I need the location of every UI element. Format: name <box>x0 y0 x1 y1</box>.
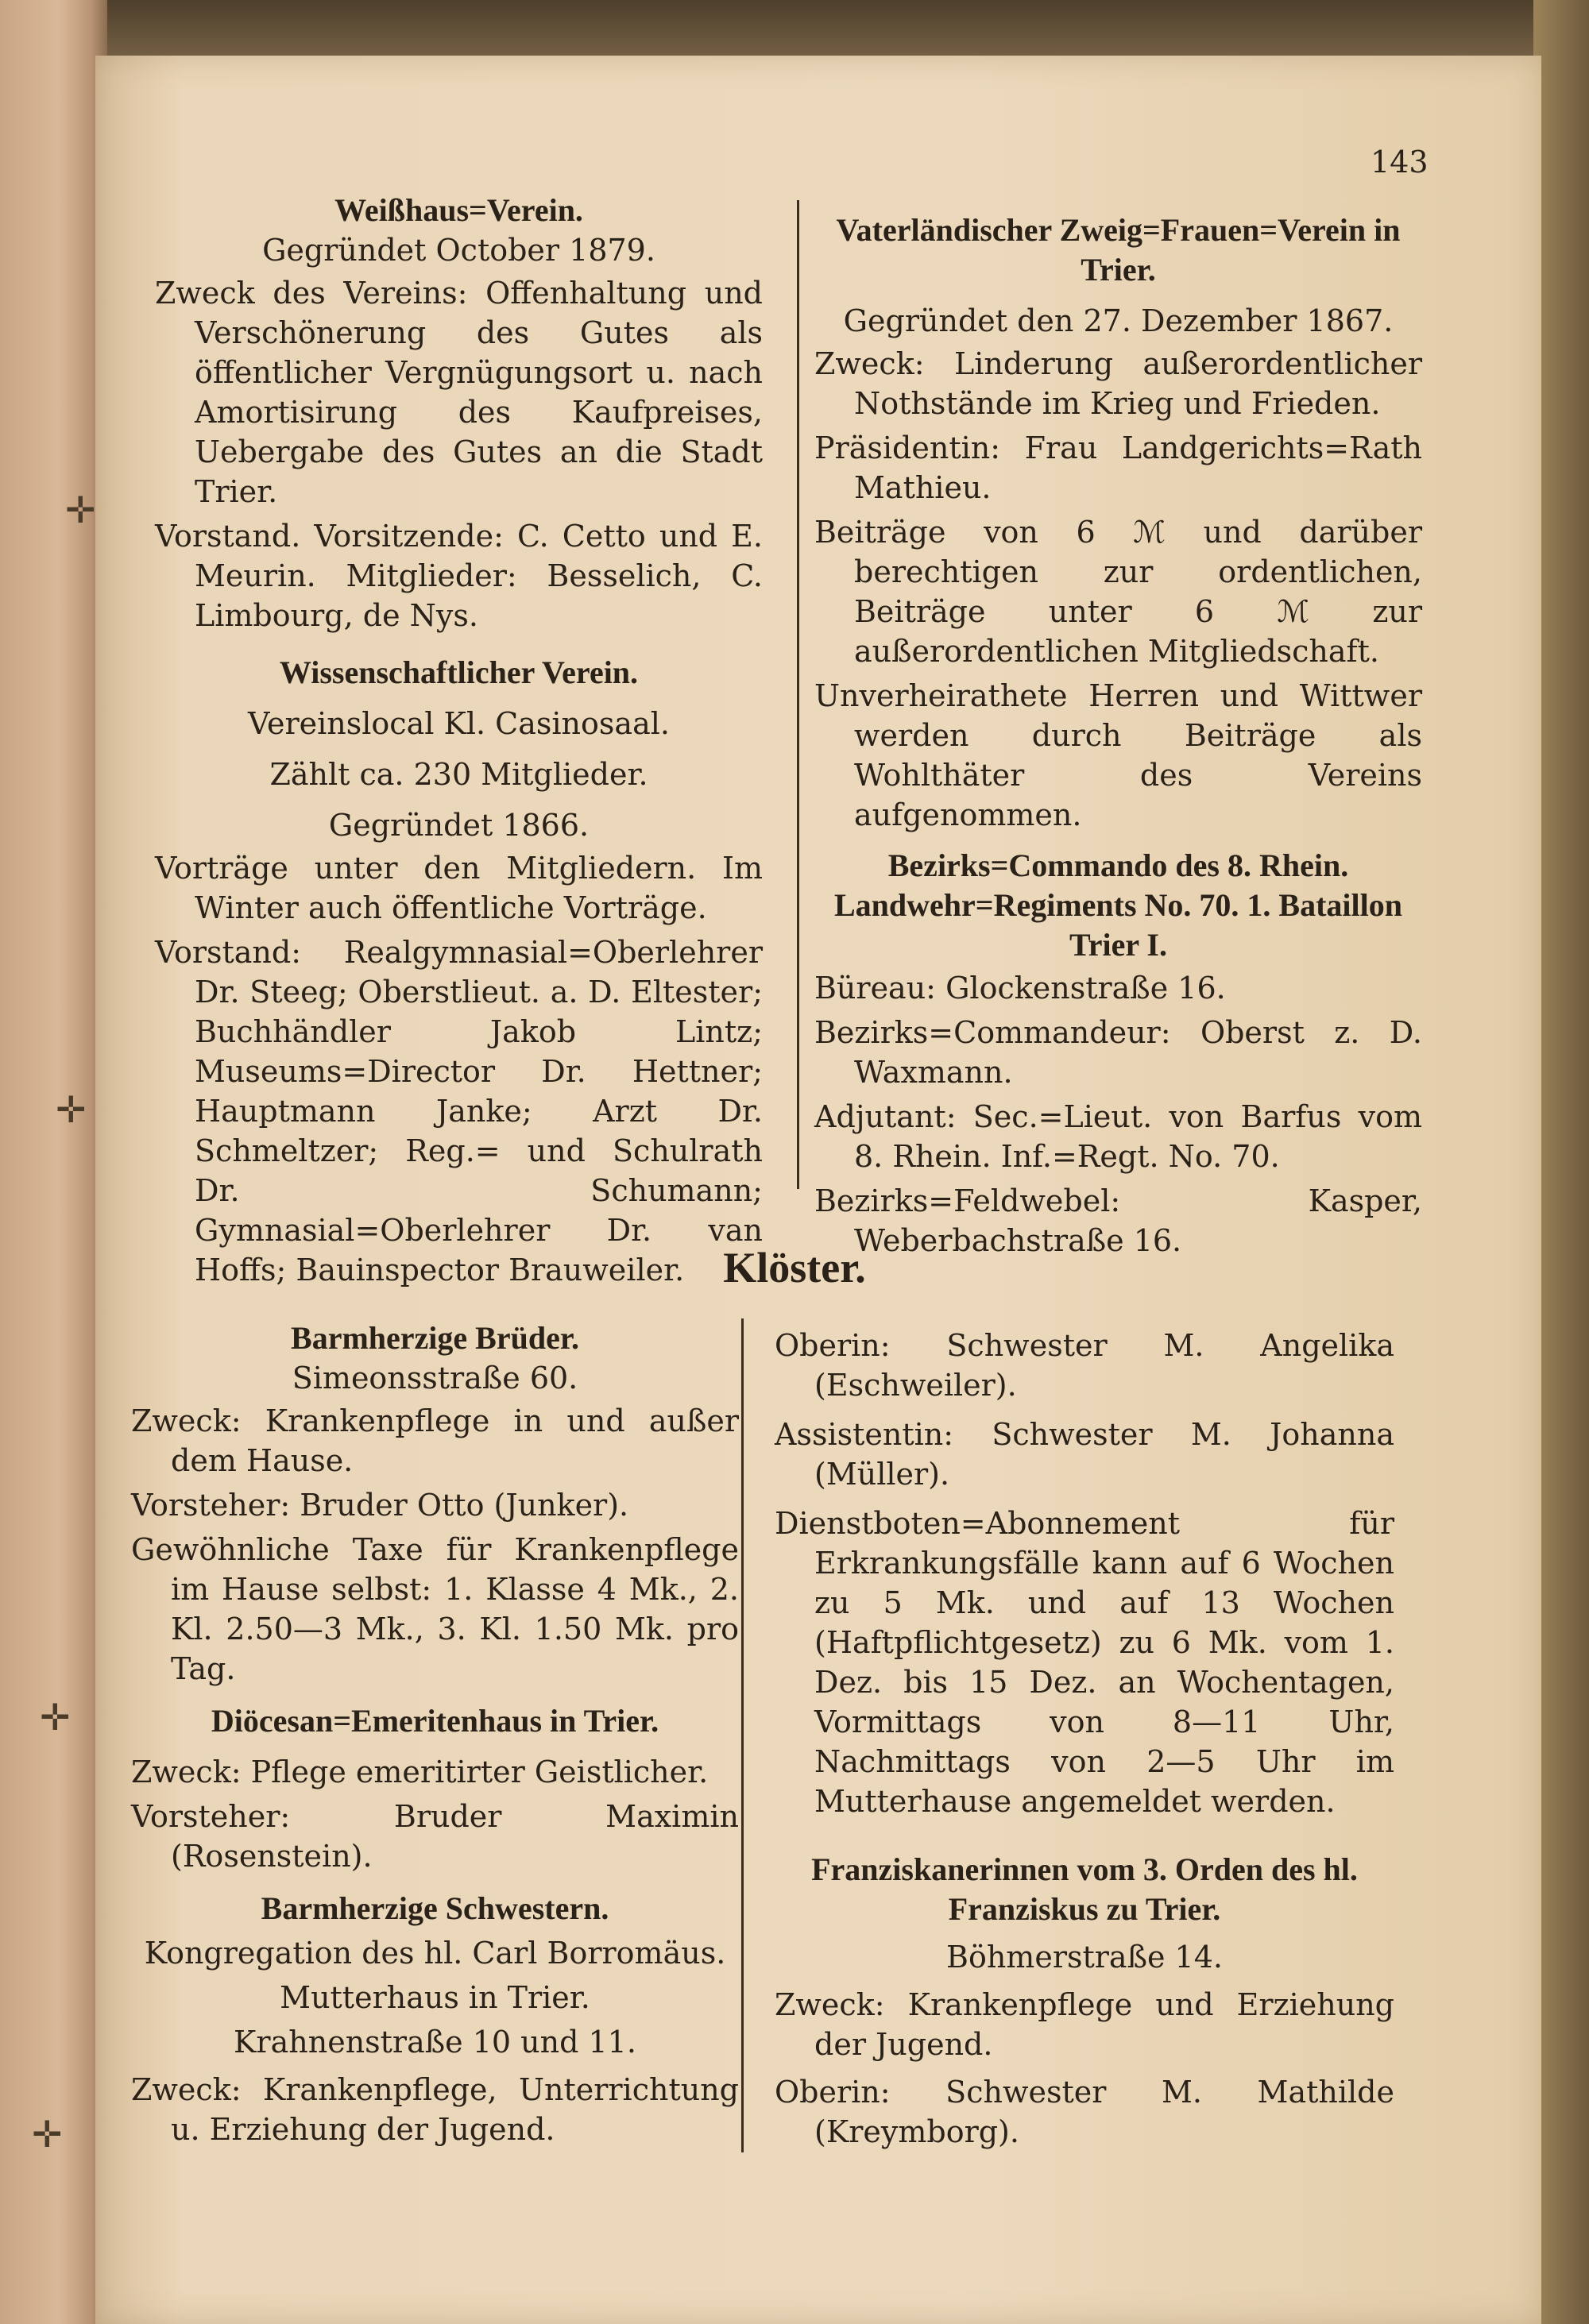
margin-mark-4: ✛ <box>32 2113 63 2156</box>
book-spine <box>0 0 107 2324</box>
wissenschaftlich-members: Zählt ca. 230 Mitglieder. <box>269 757 648 792</box>
frauenverein-founded: Gegründet den 27. Dezember 1867. <box>843 303 1394 338</box>
franziskanerinnen-oberin: Oberin: Schwester M. Mathilde (Kreymborg). <box>775 2075 1394 2149</box>
bezirkskommando-feldwebel: Bezirks=Feldwebel: Kasper, Weberbachstraße 16. <box>814 1183 1422 1258</box>
dienstboten-abonnement: Dienstboten=Abonnement für Erkrankungsfälle kann auf 6 Wochen zu 5 Mk. und auf 13 Wochen (Haftpflichtgesetz) zu 6 Mk. vom 1. Dez. bis 15 Dez. an Wochentagen, Vormittags von 8—11 Uhr, Nachmittags von 2—5 Uhr im Mutterhause angemeldet werden. <box>775 1506 1394 1819</box>
margin-mark-3: ✛ <box>40 1696 71 1739</box>
bezirkskommando-commandeur: Bezirks=Commandeur: Oberst z. D. Waxmann. <box>814 1015 1422 1090</box>
frauenverein-zweck: Zweck: Linderung außerordentlicher Nothstände im Krieg und Frieden. <box>814 346 1422 421</box>
weisshaus-founded: Gegründet October 1879. <box>262 233 655 268</box>
schwestern-title: Barmherzige Schwestern. <box>261 1890 609 1926</box>
frauenverein-unverheiratet: Unverheirathete Herren und Wittwer werden durch Beiträge als Wohlthäter des Vereins aufgenommen. <box>814 678 1422 832</box>
klosterschwestern-assistentin: Assistentin: Schwester M. Johanna (Müller). <box>775 1417 1394 1492</box>
brueder-taxe: Gewöhnliche Taxe für Krankenpflege im Hause selbst: 1. Klasse 4 Mk., 2. Kl. 2.50—3 Mk., 3. Kl. 1.50 Mk. pro Tag. <box>131 1532 739 1686</box>
bezirkskommando-adjutant: Adjutant: Sec.=Lieut. von Barfus vom 8. Rhein. Inf.=Regt. No. 70. <box>814 1099 1422 1174</box>
franziskanerinnen-title: Franziskanerinnen vom 3. Orden des hl. Franziskus zu Trier. <box>811 1851 1358 1927</box>
right-top-column <box>814 210 1422 1265</box>
weisshaus-vorstand: Vorstand. Vorsitzende: C. Cetto und E. Meurin. Mitglieder: Besselich, C. Limbourg, de Nys. <box>155 519 763 633</box>
page-number: 143 <box>1371 145 1429 180</box>
margin-mark-1: ✛ <box>65 488 96 531</box>
dioecesan-vorsteher: Vorsteher: Bruder Maximin (Rosenstein). <box>131 1799 739 1874</box>
frauenverein-title: Vaterländischer Zweig=Frauen=Verein in Trier. <box>836 212 1401 288</box>
margin-mark-2: ✛ <box>56 1088 87 1131</box>
schwestern-kongregation: Kongregation des hl. Carl Borromäus. <box>144 1936 726 1971</box>
frauenverein-praesidentin: Präsidentin: Frau Landgerichts=Rath Mathieu. <box>814 430 1422 505</box>
book-right-edge <box>1533 0 1589 2324</box>
wissenschaftlich-vortraege: Vorträge unter den Mitgliedern. Im Winter auch öffentliche Vorträge. <box>155 851 763 925</box>
left-bottom-column <box>131 1318 739 2154</box>
bezirkskommando-title: Bezirks=Commando des 8. Rhein. Landwehr=Regiments No. 70. 1. Bataillon Trier I. <box>833 847 1403 963</box>
brueder-zweck: Zweck: Krankenpflege in und außer dem Hause. <box>131 1403 739 1478</box>
column-divider-bottom <box>741 1318 744 2152</box>
wissenschaftlich-local: Vereinslocal Kl. Casinosaal. <box>248 706 670 741</box>
schwestern-mutterhaus: Mutterhaus in Trier. <box>280 1980 590 2015</box>
brueder-vorsteher: Vorsteher: Bruder Otto (Junker). <box>131 1488 629 1523</box>
wissenschaftlich-title: Wissenschaftlicher Verein. <box>279 654 639 690</box>
schwestern-zweck: Zweck: Krankenpflege, Unterrichtung u. Erziehung der Jugend. <box>131 2072 739 2147</box>
klosterschwestern-oberin: Oberin: Schwester M. Angelika (Eschweiler). <box>775 1328 1394 1403</box>
left-top-column <box>155 191 763 1295</box>
bezirkskommando-bureau: Büreau: Glockenstraße 16. <box>814 971 1226 1006</box>
weisshaus-zweck: Zweck des Vereins: Offenhaltung und Verschönerung des Gutes als öffentlicher Vergnügungsort u. nach Amortisirung des Kaufpreises, Uebergabe des Gutes an die Stadt Trier. <box>155 276 763 509</box>
franziskanerinnen-address: Böhmerstraße 14. <box>946 1940 1223 1975</box>
frauenverein-beitraege: Beiträge von 6 ℳ und darüber berechtigen zur ordentlichen, Beiträge unter 6 ℳ zur außerordentlichen Mitgliedschaft. <box>814 515 1422 669</box>
dioecesan-zweck: Zweck: Pflege emeritirter Geistlicher. <box>131 1755 709 1789</box>
wissenschaftlich-founded: Gegründet 1866. <box>328 808 590 843</box>
right-bottom-column <box>775 1322 1394 2156</box>
schwestern-address: Krahnenstraße 10 und 11. <box>234 2025 636 2060</box>
franziskanerinnen-zweck: Zweck: Krankenpflege und Erziehung der Jugend. <box>775 1987 1394 2062</box>
column-divider-top <box>797 200 799 1189</box>
brueder-address: Simeonsstraße 60. <box>292 1361 578 1396</box>
dioecesan-title: Diöcesan=Emeritenhaus in Trier. <box>211 1703 659 1739</box>
wissenschaftlich-vorstand: Vorstand: Realgymnasial=Oberlehrer Dr. Steeg; Oberstlieut. a. D. Eltester; Buchhändler Jakob Lintz; Museums=Director Dr. Hettner; Hauptmann Janke; Arzt Dr. Schmeltzer; Reg.= und Schulrath Dr. Schumann; Gymnasial=Oberlehrer Dr. van Hoffs; Bauinspector Brauweiler. <box>155 935 763 1287</box>
brueder-title: Barmherzige Brüder. <box>291 1320 579 1356</box>
section-title-kloester: Klöster. <box>723 1244 866 1291</box>
weisshaus-title: Weißhaus=Verein. <box>334 192 583 228</box>
